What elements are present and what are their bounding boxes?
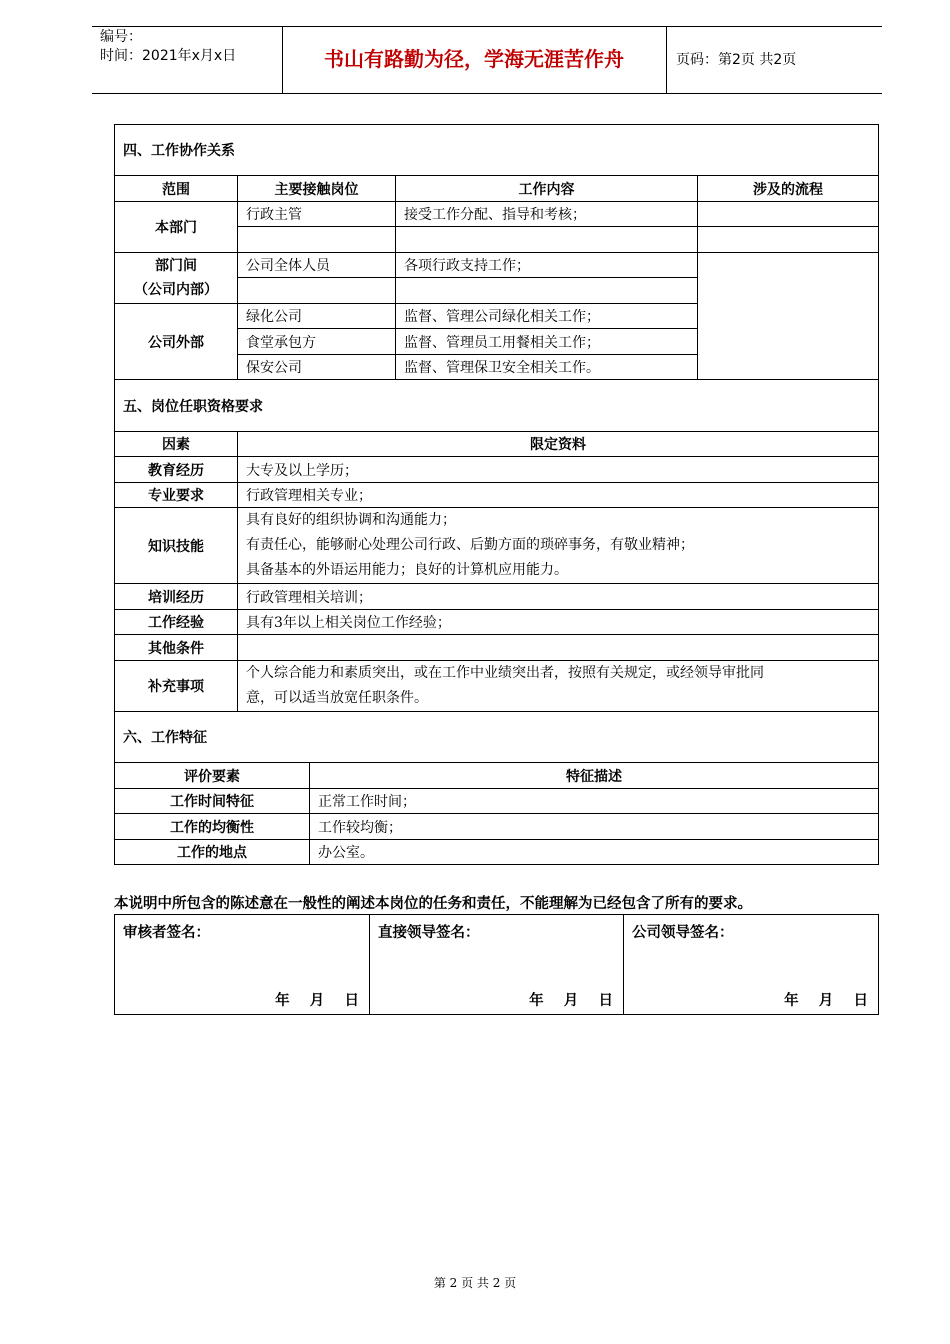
signature-label: 审核者签名：: [123, 925, 210, 941]
table-row: [115, 610, 879, 635]
feature-value: 正常工作时间；: [310, 789, 879, 814]
factor-label: 教育经历: [115, 457, 238, 483]
scope-cell: [115, 253, 238, 304]
table-row: [115, 253, 879, 278]
header-top-rule: [92, 26, 882, 27]
signature-date: 年 月 日: [275, 993, 359, 1009]
table-row: [115, 202, 879, 227]
content-cell: 接受工作分配、指导和考核；: [396, 202, 698, 227]
table-row: [115, 508, 879, 584]
disclaimer-note: 本说明中所包含的陈述意在一般性的阐述本岗位的任务和责任，不能理解为已经包含了所有的要求。: [114, 896, 752, 912]
factor-label: 工作经验: [115, 610, 238, 635]
collaboration-table: [114, 124, 879, 712]
column-header: 限定资料: [238, 432, 879, 457]
section-title: 四、工作协作关系: [115, 125, 879, 176]
header-divider: [666, 26, 667, 93]
signature-date: 年 月 日: [529, 993, 613, 1009]
content-cell: 监督、管理员工用餐相关工作；: [396, 329, 698, 355]
column-header: 主要接触岗位: [238, 176, 396, 202]
job-characteristics-table: [114, 711, 879, 865]
feature-label: 工作时间特征: [115, 789, 310, 814]
reviewer-signature-box[interactable]: [115, 915, 370, 1015]
position-cell: 公司全体人员: [238, 253, 396, 278]
document-date-label: 时间：2021年x月x日: [100, 48, 237, 64]
factor-label: 专业要求: [115, 483, 238, 508]
process-cell: [698, 202, 879, 227]
signature-label: 直接领导签名：: [378, 925, 480, 941]
feature-label: 工作的均衡性: [115, 814, 310, 840]
content-cell: [396, 227, 698, 253]
table-row: [115, 814, 879, 840]
factor-line: 个人综合能力和素质突出，或在工作中业绩突出者，按照有关规定，或经领导审批同: [246, 665, 764, 681]
scope-line: （公司内部）: [134, 282, 218, 298]
feature-value: 工作较均衡；: [310, 814, 879, 840]
position-cell: 食堂承包方: [238, 329, 396, 355]
table-row: [115, 457, 879, 483]
content-cell: 监督、管理保卫安全相关工作。: [396, 355, 698, 380]
column-header: 因素: [115, 432, 238, 457]
column-header: 特征描述: [310, 763, 879, 789]
feature-value: 办公室。: [310, 840, 879, 865]
column-header: 工作内容: [396, 176, 698, 202]
factor-label: 补充事项: [115, 661, 238, 712]
table-row: [115, 584, 879, 610]
content-cell: 监督、管理公司绿化相关工作；: [396, 304, 698, 329]
table-row: [115, 483, 879, 508]
section-title: 六、工作特征: [115, 712, 879, 763]
header-bottom-rule: [92, 93, 882, 94]
factor-value: [238, 508, 879, 584]
position-cell: [238, 227, 396, 253]
column-header: 评价要素: [115, 763, 310, 789]
scope-cell: 本部门: [115, 202, 238, 253]
content-cell: [396, 278, 698, 304]
column-header: 涉及的流程: [698, 176, 879, 202]
table-row: [115, 661, 879, 712]
direct-leader-signature-box[interactable]: [370, 915, 624, 1015]
process-cell: [698, 253, 879, 380]
signature-label: 公司领导签名：: [632, 925, 734, 941]
factor-value: 行政管理相关培训；: [238, 584, 879, 610]
position-cell: [238, 278, 396, 304]
signature-date: 年 月 日: [784, 993, 868, 1009]
table-row: [115, 840, 879, 865]
header-motto: 书山有路勤为径，学海无涯苦作舟: [324, 47, 624, 71]
factor-line: 有责任心，能够耐心处理公司行政、后勤方面的琐碎事务，有敬业精神；: [246, 537, 694, 553]
position-cell: 绿化公司: [238, 304, 396, 329]
factor-label: 其他条件: [115, 635, 238, 661]
factor-value: 具有3年以上相关岗位工作经验；: [238, 610, 879, 635]
document-number-label: 编号：: [100, 29, 142, 45]
column-header: 范围: [115, 176, 238, 202]
table-row: [115, 789, 879, 814]
company-leader-signature-box[interactable]: [624, 915, 879, 1015]
signature-table: [114, 914, 879, 1015]
page-number-label: 页码：第2页 共2页: [676, 52, 797, 68]
scope-line: 部门间: [155, 258, 197, 274]
factor-line: 具备基本的外语运用能力；良好的计算机应用能力。: [246, 562, 568, 578]
position-cell: 保安公司: [238, 355, 396, 380]
position-cell: 行政主管: [238, 202, 396, 227]
factor-value: [238, 635, 879, 661]
scope-cell: 公司外部: [115, 304, 238, 380]
factor-value: 行政管理相关专业；: [238, 483, 879, 508]
process-cell: [698, 227, 879, 253]
factor-value: [238, 661, 879, 712]
table-row: [115, 635, 879, 661]
factor-value: 大专及以上学历；: [238, 457, 879, 483]
page-footer: 第 2 页 共 2 页: [433, 1276, 517, 1290]
feature-label: 工作的地点: [115, 840, 310, 865]
factor-label: 知识技能: [115, 508, 238, 584]
content-cell: 各项行政支持工作；: [396, 253, 698, 278]
factor-line: 具有良好的组织协调和沟通能力；: [246, 512, 456, 528]
factor-line: 意，可以适当放宽任职条件。: [246, 690, 428, 706]
section-title: 五、岗位任职资格要求: [115, 380, 879, 432]
factor-label: 培训经历: [115, 584, 238, 610]
